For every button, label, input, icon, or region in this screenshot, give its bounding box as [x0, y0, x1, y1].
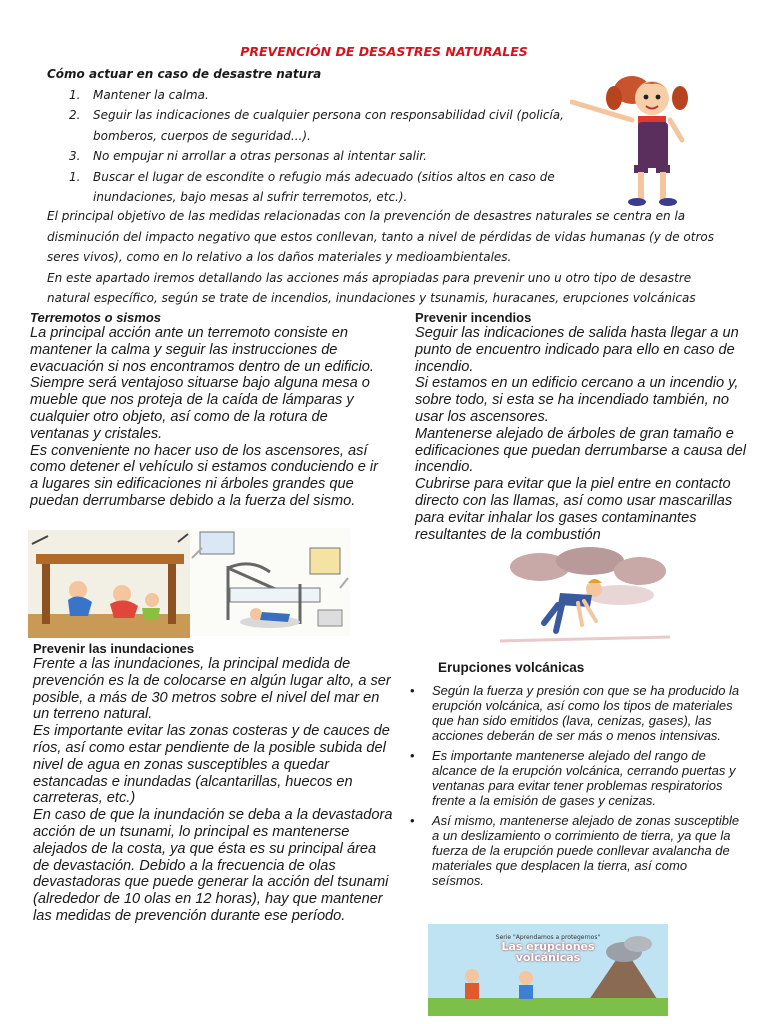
section-heading: Erupciones volcánicas — [438, 660, 585, 675]
list-number: 3. — [69, 149, 81, 163]
section-paragraph: Seguir las indicaciones de salida hasta llegar a un punto de encuentro indicado para ello en caso de incendio. — [415, 325, 739, 375]
child-under-bed-image — [190, 528, 350, 636]
volcano-section — [410, 660, 740, 893]
person-crawling-smoke-image — [500, 545, 670, 645]
intro-paragraphs — [47, 206, 717, 309]
list-item — [47, 105, 567, 146]
girl-pointing-illustration — [570, 68, 700, 213]
list-item — [47, 167, 567, 208]
list-item — [410, 813, 740, 888]
list-number: 2. — [69, 108, 81, 122]
book-series-text: Serie "Aprendamos a protegernos" — [495, 934, 601, 941]
section-heading: Prevenir incendios — [415, 310, 532, 325]
fire-section — [415, 310, 755, 543]
intro-paragraph: El principal objetivo de las medidas relacionadas con la prevención de desastres naturales se centra en la disminución del impacto negativo que estos conllevan, tanto a nivel de pérdidas de vidas humanas (y de otros seres vivos), como en lo relativo a los daños materiales y medioambientales. — [47, 209, 714, 264]
list-number: 1. — [69, 169, 81, 184]
list-text: Así mismo, mantenerse alejado de zonas susceptible a un deslizamiento o corrimiento de tierra, ya que la fuerza de la erupción puede conllevar avalancha de materiales que desplacen la tierra, así como seísmos. — [432, 813, 740, 888]
section-heading: Terremotos o sismos — [30, 310, 162, 325]
intro-steps-list — [47, 85, 567, 208]
list-item — [47, 85, 567, 106]
children-under-table-image — [28, 530, 190, 638]
section-paragraph: Es importante evitar las zonas costeras y de cauces de ríos, así como estar pendiente de la posible subida del nivel de agua en zonas susceptibles a quedar estancadas e inundadas (alcantarillas, huecos en carreteras, etc.) — [33, 723, 390, 807]
list-item — [47, 146, 567, 167]
section-paragraph: Siempre será ventajoso situarse bajo alguna mesa o mueble que nos proteja de la caída de lámparas y cualquier otro objeto, así como de la rotura de ventanas y cristales. — [30, 375, 370, 442]
book-title — [428, 941, 668, 963]
flood-section — [33, 641, 393, 925]
list-text: Según la fuerza y presión con que se ha producido la erupción volcánica, así como los tipos de materiales que han sido emitidos (lava, cenizas, gases), las acciones deberán de ser más o menos intensivas. — [432, 683, 740, 743]
list-text: Buscar el lugar de escondite o refugio más adecuado (sitios altos en caso de inundaciones, bajo mesas al sufrir terremotos, etc.). — [93, 169, 555, 204]
list-text: Seguir las indicaciones de cualquier persona con responsabilidad civil (policía, bomberos, cuerpos de seguridad...). — [93, 108, 564, 143]
section-paragraph: Mantenerse alejado de árboles de gran tamaño e edificaciones que puedan derrumbarse a causa del incendio. — [415, 425, 747, 476]
bullet-icon: • — [410, 748, 415, 763]
section-paragraph: Cubrirse para evitar que la piel entre en contacto directo con las llamas, así como usar mascarillas para evitar inhalar los gases contaminantes resultantes de la combustión — [415, 476, 733, 543]
section-paragraph: Es conveniente no hacer uso de los ascensores, así como detener el vehículo si estamos conduciendo e ir a lugares sin edificaciones ni árboles grandes que puedan derrumbarse debido a la fuerza del sismo. — [30, 442, 379, 509]
section-heading: Prevenir las inundaciones — [33, 641, 195, 656]
bullet-icon: • — [410, 813, 415, 828]
list-text: No empujar ni arrollar a otras personas al intentar salir. — [93, 149, 427, 163]
volcano-bullet-list — [410, 683, 740, 888]
list-text: Es importante mantenerse alejado del rango de alcance de la erupción volcánica, cerrando puertas y ventanas para evitar tener problemas respiratorios frente a la emisión de gases y cenizas. — [432, 748, 736, 808]
list-item — [410, 683, 740, 743]
book-title-line: volcánicas — [515, 951, 581, 964]
bullet-icon: • — [410, 683, 415, 698]
section-paragraph: La principal acción ante un terremoto consiste en mantener la calma y seguir las instrucciones de evacuación si nos encontramos dentro de un edificio. — [30, 325, 374, 375]
intro-section — [47, 64, 567, 208]
intro-paragraph: En este apartado iremos detallando las acciones más apropiadas para prevenir uno u otro tipo de desastre natural específico, según se trate de incendios, inundaciones y tsunamis, huracanes, erupciones volcánicas — [47, 270, 696, 305]
earthquake-section — [30, 310, 390, 510]
page-title: PREVENCIÓN DE DESASTRES NATURALES — [240, 44, 528, 59]
list-text: Mantener la calma. — [93, 87, 209, 102]
intro-subtitle: Cómo actuar en caso de desastre natura — [47, 67, 322, 81]
book-title-line: Las erupciones — [501, 940, 595, 953]
section-paragraph: Frente a las inundaciones, la principal medida de prevención es la de colocarse en algún lugar alto, a ser posible, a más de 30 metros sobre el nivel del mar en un terreno natural. — [33, 656, 391, 723]
section-paragraph: Si estamos en un edificio cercano a un incendio y, sobre todo, si esta se ha incendiado también, no usar los ascensores. — [415, 375, 739, 425]
volcano-book-cover-image — [428, 924, 668, 1016]
list-number: 1. — [69, 87, 81, 102]
section-paragraph: En caso de que la inundación se deba a la devastadora acción de un tsunami, lo principal es mantenerse alejados de la costa, ya que ésta es su principal área de devastación. Debido a la frecuencia de olas devastadoras que puede generar la acción del tsunami (alrededor de 10 olas en 12 horas), hay que mantener las medidas de prevención durante ese período. — [33, 807, 393, 924]
list-item — [410, 748, 740, 808]
